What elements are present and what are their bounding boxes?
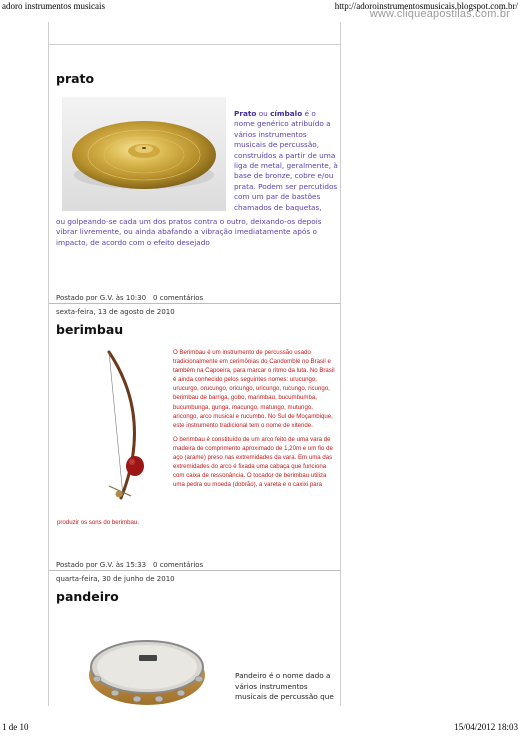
blog-post-berimbau — [49, 303, 340, 590]
berimbau-image — [79, 348, 161, 504]
cymbal-image — [62, 97, 226, 211]
post-body-intro — [234, 109, 338, 213]
post-paragraph: O berimbau é constituído de um arco feito de uma vara de madeira de comprimento aproximado de 1,20m e um fio de aço (arame) preso nas extremidades da vara. Em uma das extremidades do arco é fixada uma cabaça que funciona com caixa de ressonância. O tocador de berimbau utiliza uma pedra ou moeda (dobrão), a vareta e o caxixi para — [173, 435, 333, 489]
print-header-url[interactable]: http://adoroinstrumentosmusicais.blogspot.com.br/ — [334, 1, 518, 11]
post-body — [173, 348, 337, 489]
post-comments-link[interactable]: 0 comentários — [153, 561, 204, 569]
post-footer — [56, 294, 203, 302]
text-connector: ou — [256, 109, 271, 118]
pandeiro-image — [85, 631, 209, 713]
blog-post-pandeiro — [49, 570, 340, 710]
post-comments-link[interactable]: 0 comentários — [153, 294, 204, 302]
blog-post-prato — [49, 44, 340, 314]
post-date: quarta-feira, 30 de junho de 2010 — [56, 575, 175, 583]
post-title[interactable]: pandeiro — [56, 589, 119, 604]
term-prato: Prato — [234, 109, 257, 118]
post-paragraph: O Berimbau é um instrumento de percussão usado tradicionalmente em cerimônias do Candomblé no Brasil e também na Capoeira, para marcar o ritmo da luta. No Brasil é ainda conhecido pelos seguintes nomes: urucungo, urucurgo, orucungo, oricungo, uricungo, rucungo, ricungo, berimbau de barriga, gobo, marimbau, bucumbumba, bucumbunga, gunga, macungo, matungo, mutungo, aricongo, arco musical e rucumbo. No Sul de Moçambique, este instrumento tradicional tem o nome de xitende. — [173, 349, 335, 429]
post-body-continued: produzir os sons do berimbau. — [57, 519, 139, 526]
post-body-text: é o nome genérico atribuído a vários instrumentos musicais de percussão, construídos a partir de uma liga de metal, geralmente, à base de bronze, cobre e/ou prata. Podem ser percutidos com um par de bastões chamados de baquetas, — [234, 109, 338, 212]
post-title[interactable]: berimbau — [56, 322, 124, 337]
post-body: Pandeiro é o nome dado a vários instrumentos musicais de percussão que — [235, 671, 334, 702]
watermark: www.cliqueapostilas.com.br — [369, 8, 510, 20]
term-cimbalo: címbalo — [270, 109, 303, 118]
print-header-title: adoro instrumentos musicais — [2, 1, 105, 11]
print-timestamp: 15/04/2012 18:03 — [454, 722, 518, 732]
page-counter: 1 de 10 — [2, 722, 29, 732]
post-author-time[interactable]: Postado por G.V. às 15:33 — [56, 561, 147, 569]
post-author-time[interactable]: Postado por G.V. às 10:30 — [56, 294, 147, 302]
post-title[interactable]: prato — [56, 71, 95, 86]
post-footer — [56, 561, 203, 569]
post-body-continued: ou golpeando-se cada um dos pratos contra o outro, deixando-os depois vibrar livremente, ou ainda abafando a vibração imediatamente após o impacto, de acordo com o efeito desejado — [56, 217, 322, 247]
print-footer — [0, 722, 520, 736]
blog-content-column — [48, 22, 341, 706]
post-date: sexta-feira, 13 de agosto de 2010 — [56, 308, 175, 316]
